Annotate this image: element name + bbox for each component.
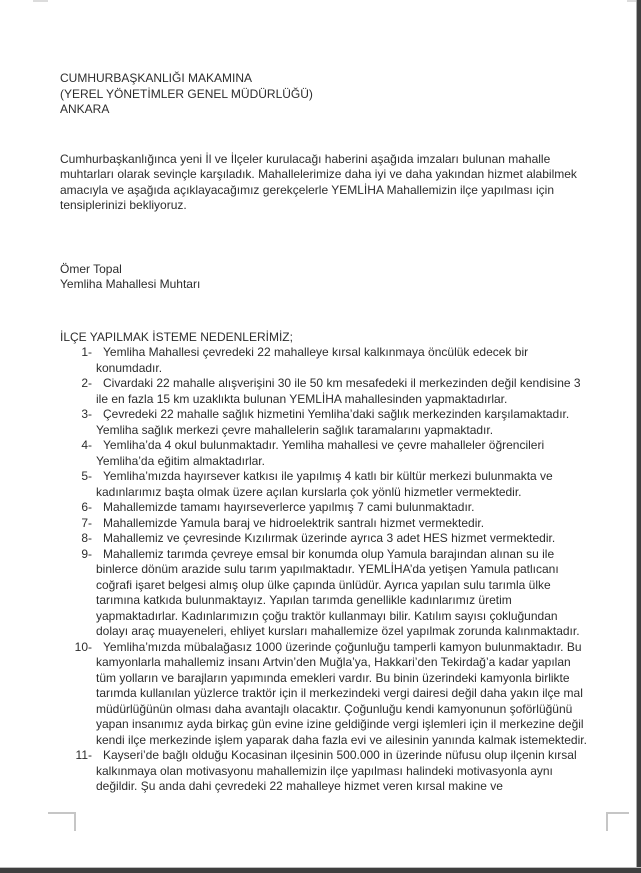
reason-number: 6- [81,500,92,514]
page-edge-right [636,0,641,873]
reason-text: Yemliha’da 4 okul bulunmaktadır. Yemliha mahallesi ve çevre mahalleler öğrencileri Yemliha’da eğitim almaktadırlar. [96,438,545,468]
reason-item [60,547,588,640]
signature-name: Ömer Topal [60,261,122,276]
reason-item [60,640,588,749]
reason-number: 4- [81,438,92,452]
reason-number: 10- [74,639,92,654]
reason-text: Mahallemizde Yamula baraj ve hidroelektrik santralı hizmet vermektedir. [103,515,485,530]
reasons-heading: İLÇE YAPILMAK İSTEME NEDENLERİMİZ; [60,329,293,344]
document-content [60,71,588,795]
reason-number: 5- [81,469,92,483]
reason-text: Yemliha’mızda hayırsever katkısı ile yapılmış 4 katlı bir kültür merkezi bulunmakta ve kadınlarımız başta olmak üzere açılan kurslarla çok yönlü hizmetler vermektedir. [96,469,553,499]
signature-block [60,262,588,293]
recipient-block [60,71,588,118]
reason-number: 3- [81,407,92,421]
reason-text: Çevredeki 22 mahalle sağlık hizmetini Yemliha’daki sağlık merkezinden karşılamaktadır. Yemliha sağlık merkezi çevre mahallelerin sağlık taramalarını yapmaktadır. [96,407,570,437]
reason-text: Mahallemizde tamamı hayırseverlerce yapılmış 7 cami bulunmaktadır. [103,500,475,514]
recipient-line: ANKARA [60,102,110,116]
reason-item [60,500,588,516]
intro-paragraph: Cumhurbaşkanlığınca yeni İl ve İlçeler kurulacağı haberini aşağıda imzaları bulunan mahalle muhtarları olarak sevinçle karşıladık. Mahallelerimize daha iyi ve daha yakından hizmet alabilmek amacıyla ve aşağıda açıklayacağımız gerekçelerle YEMLİHA Mahallemizin ilçe yapılması için tensiplerinizi bekliyoruz. [60,151,577,212]
scan-mark-top-right [627,0,636,2]
reason-item [60,438,588,469]
reason-item [60,516,588,532]
reason-number: 7- [81,515,92,530]
reason-item [60,469,588,500]
reason-number: 11- [75,748,92,762]
reason-number: 8- [81,531,92,545]
page-edge-bottom [0,867,641,873]
reason-number: 9- [81,546,92,561]
reason-text: Yemliha Mahallesi çevredeki 22 mahalleye kırsal kalkınmaya öncülük edecek bir konumdadır. [96,345,529,375]
reason-item [60,345,588,376]
reason-text: Civardaki 22 mahalle alışverişini 30 ile 50 km mesafedeki il merkezinden değil kendisine 3 ile en fazla 15 km uzaklıkta bulunan YEMLİHA mahallesinden yapmaktadırlar. [96,376,581,406]
recipient-line: (YEREL YÖNETİMLER GENEL MÜDÜRLÜĞÜ) [60,86,313,101]
scan-mark-top-left [33,0,48,2]
reason-item [60,407,588,438]
reason-item [60,748,588,795]
corner-mark-bottom-right [606,812,629,831]
recipient-line: CUMHURBAŞKANLIĞI MAKAMINA [60,71,253,85]
corner-mark-bottom-left [48,812,76,831]
reason-text: Yemliha’mızda mübalağasız 1000 üzerinde çoğunluğu tamperli kamyon bulunmaktadır. Bu kamyonlarla mahallemiz insanı Artvin’den Muğla’ya, Hakkari’den Tekirdağ’a kadar yapılan tüm yolların ve barajların yapımında emekleri vardır. Bu binin üzerindeki kamyonla birlikte tarımda kullanılan yüzlerce traktör için il merkezindeki vergi dairesi değil daha yakın ilçe mal müdürlüğünün olması daha avantajlı olacaktır. Çoğunluğu kendi kamyonunun şoförlüğünü yapan insanımız ayda birkaç gün evine izine geldiğinde vergi işlemleri için il merkezine değil kendi ilçe merkezinde işlem yaparak daha fazla evi ve ailesinin yanında kalmak istemektedir. [96,639,587,747]
reason-item [60,376,588,407]
reason-number: 1- [81,345,92,359]
signature-title: Yemliha Mahallesi Muhtarı [60,277,201,291]
reasons-list [60,345,588,795]
reason-text: Mahallemiz tarımda çevreye emsal bir konumda olup Yamula barajından alınan su ile binlerce dönüm arazide sulu tarım yapılmaktadır. YEMLİHA’da yetişen Yamula patlıcanı coğrafi işaret belgesi almış olup ülke çapında ünlüdür. Ayrıca yapılan sulu tarımla ülke tarımına katkıda bulunmaktayız. Yapılan tarımda genellikle kadınlarımız üretim yapmaktadırlar. Kadınlarımızın çoğu traktör kullanmayı bilir. Katılım sayısı çokluğundan dolayı araç muayeneleri, ehliyet kursları mahallemize özel yapılmak zorunda kalınmaktadır. [96,546,580,638]
reason-text: Mahallemiz ve çevresinde Kızılırmak üzerinde ayrıca 3 adet HES hizmet vermektedir. [103,531,556,545]
reason-number: 2- [81,376,92,390]
reason-text: Kayseri’de bağlı olduğu Kocasinan ilçesinin 500.000 in üzerinde nüfusu olup ilçenin kırsal kalkınmaya olan motivasyonu mahallemizin ilçe yapılması halindeki motivasyonla aynı değildir. Şu anda dahi çevredeki 22 mahalleye hizmet veren kırsal makine ve [96,748,577,793]
reason-item [60,531,588,547]
